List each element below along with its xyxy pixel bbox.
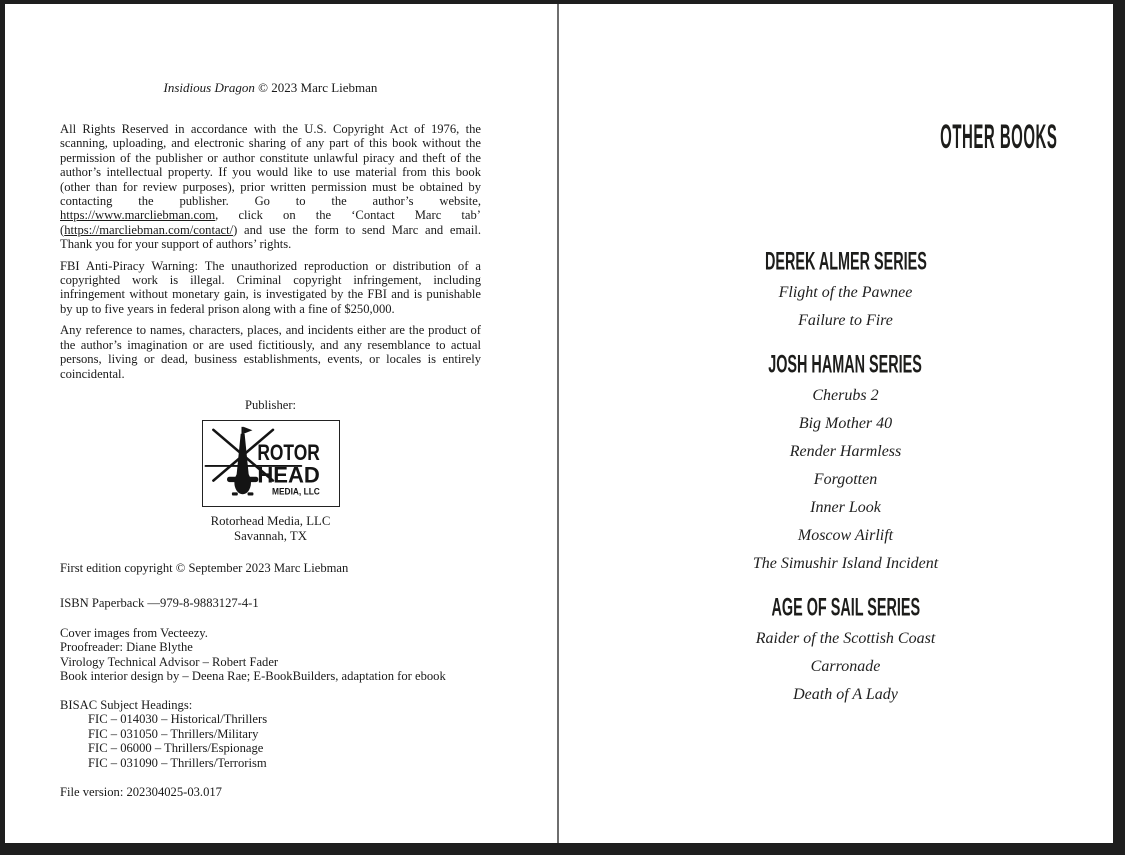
credit-technical-advisor: Virology Technical Advisor – Robert Fader (60, 654, 279, 669)
copyright-page (5, 4, 557, 843)
series-name-text: AGE OF SAIL SERIES (771, 593, 920, 622)
series-josh-haman (634, 350, 1057, 578)
book-title-item: Raider of the Scottish Coast (755, 630, 936, 647)
publisher-name-block (60, 514, 481, 544)
credits-block (60, 626, 481, 684)
series-name (634, 247, 1057, 277)
rights-text-3: ) and use the form to send Marc and email. Thank you for your support of authors’ rights. (60, 222, 481, 252)
publisher-location: Savannah, TX (234, 528, 307, 543)
series-name (634, 593, 1057, 623)
bisac-item: FIC – 031090 – Thrillers/Terrorism (88, 755, 267, 770)
book-title-item: Render Harmless (789, 443, 902, 460)
series-age-of-sail (634, 593, 1057, 709)
series-name-text: JOSH HAMAN SERIES (768, 350, 923, 379)
credit-cover-images: Cover images from Vecteezy. (60, 625, 208, 640)
book-title-item: Carronade (810, 658, 881, 675)
fbi-warning-paragraph: FBI Anti-Piracy Warning: The unauthorized reproduction or distribution of a copyrighted work is illegal. Criminal copyright infringement, including infringement without monetary gain, is investigated by the FBI and is punishable by up to five years in federal prison along with a fine of $250,000. (60, 258, 481, 316)
book-title-line (60, 80, 481, 95)
book-title-item: Big Mother 40 (798, 415, 893, 432)
series-derek-almer (634, 247, 1057, 335)
helicopter-icon (203, 421, 339, 506)
logo-text-head: HEAD (256, 462, 320, 488)
book-title-item: Cherubs 2 (812, 387, 879, 404)
book-title-item: The Simushir Island Incident (752, 555, 939, 572)
bisac-item: FIC – 014030 – Historical/Thrillers (88, 712, 268, 727)
logo-text-media-llc: MEDIA, LLC (271, 486, 320, 497)
book-title-item: Moscow Airlift (797, 527, 894, 544)
book-title-item: Flight of the Pawnee (778, 284, 913, 301)
file-version-line: File version: 202304025-03.017 (60, 785, 222, 800)
book-title-item: Death of A Lady (793, 686, 898, 703)
rights-text-1: All Rights Reserved in accordance with the U.S. Copyright Act of 1976, the scanning, uploading, and electronic sharing of any part of this book without the permission of the publisher or author constitute unlawful piracy and theft of the author’s intellectual property. If you would like to use material from this book (other than for review purposes), prior written permission must be obtained by contacting the publisher. Go to the author’s website, (60, 122, 481, 209)
credit-interior-design: Book interior design by – Deena Rae; E-BookBuilders, adaptation for ebook (60, 669, 446, 684)
series-name (634, 350, 1057, 380)
isbn-line: ISBN Paperback —979-8-9883127-4-1 (60, 595, 259, 610)
bisac-item: FIC – 06000 – Thrillers/Espionage (88, 741, 264, 756)
book-title-item: Forgotten (813, 471, 878, 488)
publisher-name: Rotorhead Media, LLC (210, 513, 331, 528)
book-spread (5, 4, 1113, 843)
other-books-page (559, 4, 1113, 843)
disclaimer-paragraph: Any reference to names, characters, places, and incidents either are the product of the author’s imagination or are used fictitiously, and any resemblance to actual persons, living or dead, business establishments, events, or locales is entirely coincidental. (60, 323, 481, 381)
series-name-text: DEREK ALMER SERIES (764, 247, 927, 276)
credit-proofreader: Proofreader: Diane Blythe (60, 640, 193, 655)
book-title: Insidious Dragon (163, 80, 255, 95)
other-books-heading (634, 118, 1057, 158)
logo-text-rotor: ROTOR (256, 439, 320, 465)
other-books-heading-text: OTHER BOOKS (939, 118, 1057, 157)
publisher-label: Publisher: (244, 397, 297, 412)
edition-line: First edition copyright © September 2023 Marc Liebman (60, 560, 349, 575)
copyright-year-author: © 2023 Marc Liebman (254, 80, 378, 95)
author-website-link[interactable]: https://www.marcliebman.com (60, 208, 216, 223)
rights-paragraph (60, 122, 481, 252)
book-title-item: Failure to Fire (798, 312, 893, 329)
contact-page-link[interactable]: https://marcliebman.com/contact/ (64, 222, 234, 237)
publisher-logo (202, 420, 340, 507)
rights-text-2: , click on the ‘Contact Marc tab’ ( (60, 208, 481, 237)
book-title-item: Inner Look (810, 499, 881, 516)
bisac-headings-label: BISAC Subject Headings: (60, 697, 193, 712)
bisac-item: FIC – 031050 – Thrillers/Military (88, 726, 259, 741)
